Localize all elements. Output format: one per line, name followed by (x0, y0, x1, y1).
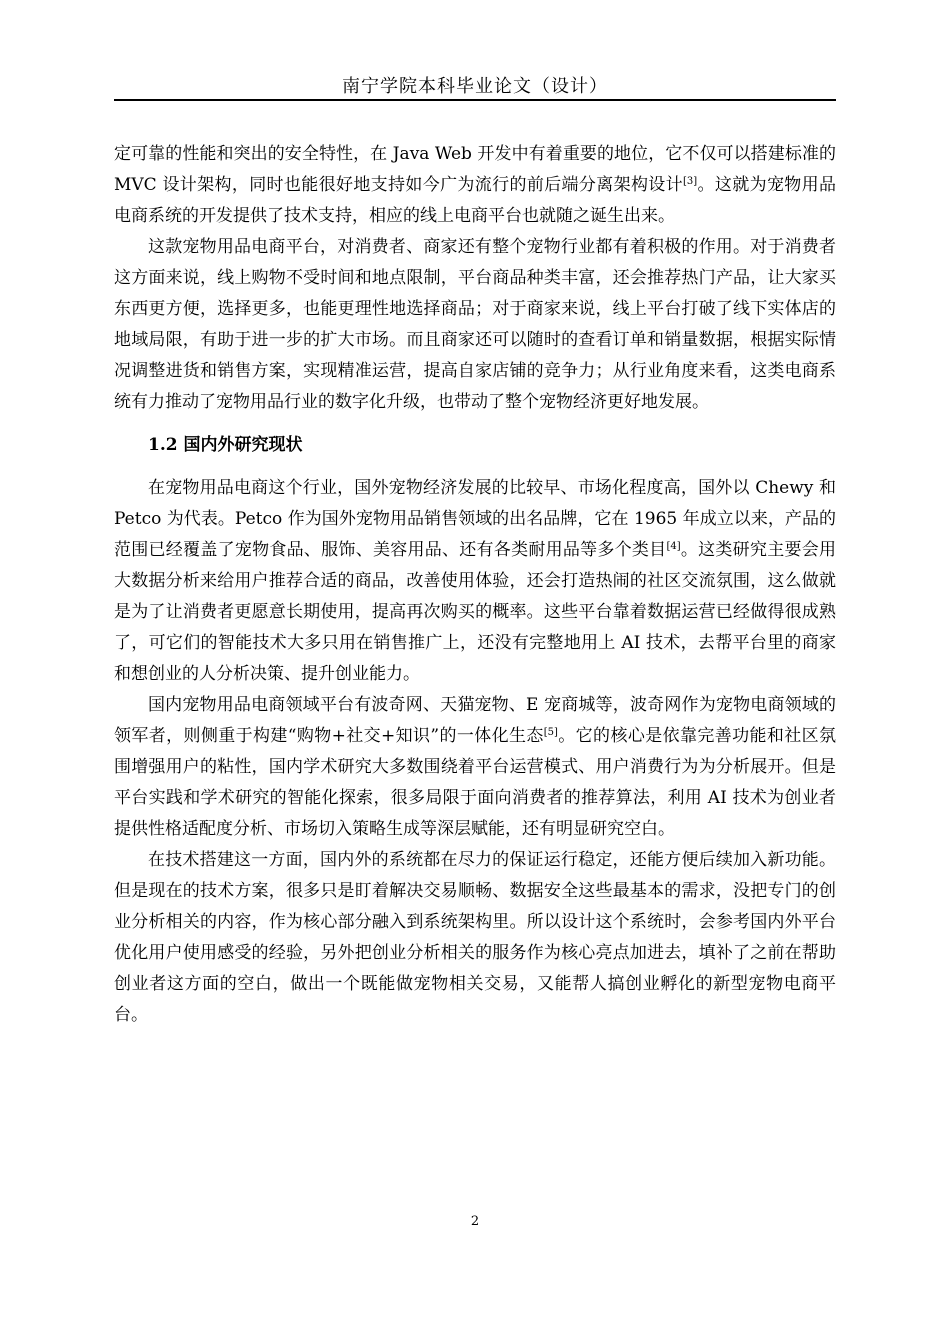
header-rule (114, 99, 836, 101)
citation-5: [5] (543, 727, 558, 738)
paragraph-text: 。它的核心是依靠完善功能和社区氛围增强用户的粘性，国内学术研究大多数围绕着平台运营模式、用户消费行为为分析展开。但是平台实践和学术研究的智能化探索，很多局限于面向消费者的推荐算法，利用 AI 技术为创业者提供性格适配度分析、市场切入策略生成等深层赋能，还有明显研究空白。 (114, 726, 836, 839)
paragraph-text: 。这类研究主要会用大数据分析来给用户推荐合适的商品，改善使用体验，还会打造热闹的社区交流氛围，这么做就是为了让消费者更愿意长期使用，提高再次购买的概率。这些平台靠着数据运营已经做得很成熟了，可它们的智能技术大多只用在销售推广上，还没有完整地用上 AI 技术，去帮平台里的商家和想创业的人分析决策、提升创业能力。 (114, 540, 837, 684)
paragraph-text: 。这就为宠物用品电商系统的开发提供了技术支持，相应的线上电商平台也就随之诞生出来。 (114, 175, 837, 226)
paragraph-text: 国内宠物用品电商领域平台有波奇网、天猫宠物、E 宠商城等，波奇网作为宠物电商领域的领军者，则侧重于构建“购物+社交+知识”的一体化生态 (114, 695, 836, 746)
paragraph-significance: 这款宠物用品电商平台，对消费者、商家还有整个宠物行业都有着积极的作用。对于消费者这方面来说，线上购物不受时间和地点限制，平台商品种类丰富，还会推荐热门产品，让大家买东西更方便，选择更多，也能更理性地选择商品；对于商家来说，线上平台打破了线下实体店的地域局限，有助于进一步的扩大市场。而且商家还可以随时的查看订单和销量数据，根据实际情况调整进货和销售方案，实现精准运营，提高自家店铺的竞争力；从行业角度来看，这类电商系统有力推动了宠物用品行业的数字化升级，也带动了整个宠物经济更好地发展。 (114, 237, 836, 412)
paragraph-foreign-research (114, 473, 836, 690)
citation-4: [4] (666, 541, 681, 552)
section-heading: 1.2 国内外研究现状 (148, 435, 303, 455)
citation-3: [3] (683, 176, 698, 187)
page-number: 2 (470, 1214, 480, 1229)
body-content (114, 139, 836, 1031)
paragraph-technical: 在技术搭建这一方面，国内外的系统都在尽力的保证运行稳定，还能方便后续加入新功能。但是现在的技术方案，很多只是盯着解决交易顺畅、数据安全这些最基本的需求，没把专门的创业分析相关的内容，作为核心部分融入到系统架构里。所以设计这个系统时，会参考国内外平台优化用户使用感受的经验，另外把创业分析相关的服务作为核心亮点加进去，填补了之前在帮助创业者这方面的空白，做出一个既能做宠物相关交易，又能帮人搞创业孵化的新型宠物电商平台。 (114, 850, 836, 1025)
paragraph-domestic-research (114, 690, 836, 845)
running-header: 南宁学院本科毕业论文（设计） (342, 76, 608, 97)
paragraph-text: 在宠物用品电商这个行业，国外宠物经济发展的比较早、市场化程度高，国外以 Chewy 和 Petco 为代表。Petco 作为国外宠物用品销售领域的出名品牌，它在 1965 年成立以来，产品的范围已经覆盖了宠物食品、服饰、美容用品、还有各类耐用品等多个类目 (114, 478, 836, 560)
paragraph-continuation (114, 139, 836, 232)
paragraph-text: 定可靠的性能和突出的安全特性，在 Java Web 开发中有着重要的地位，它不仅可以搭建标准的 MVC 设计架构，同时也能很好地支持如今广为流行的前后端分离架构设计 (114, 144, 836, 195)
